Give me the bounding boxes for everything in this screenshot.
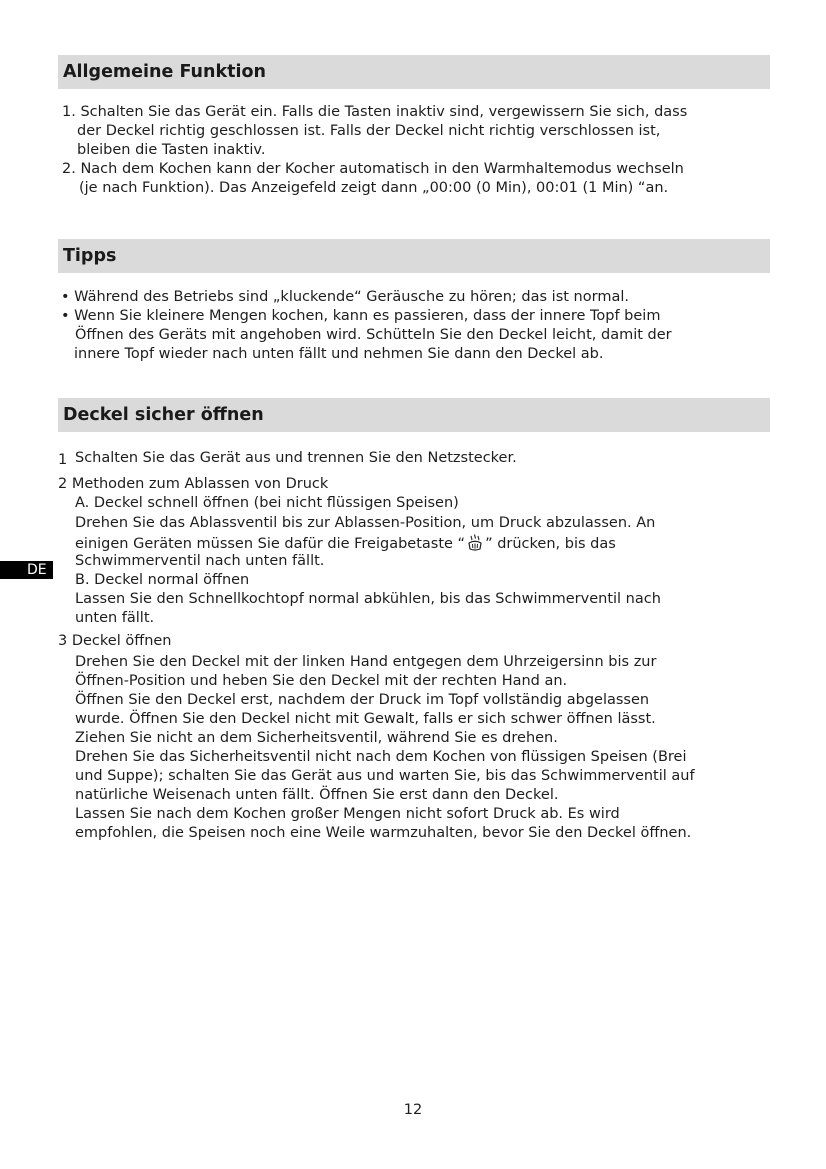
- lid-line-9: unten fällt.: [75, 610, 155, 626]
- lid-block3-line-4: wurde. Öffnen Sie den Deckel nicht mit Gewalt, falls er sich schwer öffnen lässt.: [75, 711, 656, 727]
- lid-block3-line-9: Lassen Sie nach dem Kochen großer Mengen nicht sofort Druck ab. Es wird: [75, 806, 620, 822]
- lid-line-1: Schalten Sie das Gerät aus und trennen Sie den Netzstecker.: [75, 450, 517, 466]
- lid-line-8: Lassen Sie den Schnellkochtopf normal abkühlen, bis das Schwimmerventil nach: [75, 591, 661, 607]
- lid-line-10: 3 Deckel öffnen: [58, 633, 172, 649]
- steam-release-icon: [465, 533, 485, 552]
- tips-line-2: • Wenn Sie kleinere Mengen kochen, kann es passieren, dass der innere Topf beim: [61, 308, 661, 324]
- step-number-1: 1: [58, 452, 68, 468]
- tips-line-3: Öffnen des Geräts mit angehoben wird. Schütteln Sie den Deckel leicht, damit der: [75, 327, 672, 343]
- general-line-5: (je nach Funktion). Das Anzeigefeld zeigt dann „00:00 (0 Min), 00:01 (1 Min) “an.: [79, 180, 669, 196]
- lid-line-2: 2 Methoden zum Ablassen von Druck: [58, 476, 329, 492]
- general-line-4: 2. Nach dem Kochen kann der Kocher automatisch in den Warmhaltemodus wechseln: [62, 161, 684, 177]
- lid-line-5: [75, 533, 616, 554]
- section-heading-lid: Deckel sicher öffnen: [58, 398, 770, 432]
- tips-line-4: innere Topf wieder nach unten fällt und nehmen Sie dann den Deckel ab.: [74, 346, 604, 362]
- general-line-3: bleiben die Tasten inaktiv.: [77, 142, 266, 158]
- lid-line-5-before: einigen Geräten müssen Sie dafür die Freigabetaste “: [75, 536, 466, 552]
- lid-block3-line-6: Drehen Sie das Sicherheitsventil nicht nach dem Kochen von flüssigen Speisen (Brei: [75, 749, 687, 765]
- lid-line-6: Schwimmerventil nach unten fällt.: [75, 553, 325, 569]
- section-heading-general: Allgemeine Funktion: [58, 55, 770, 89]
- section-heading-tips: Tipps: [58, 239, 770, 273]
- page-number: 12: [403, 1102, 423, 1118]
- language-tab: DE: [0, 561, 53, 579]
- lid-block3-line-3: Öffnen Sie den Deckel erst, nachdem der Druck im Topf vollständig abgelassen: [75, 692, 650, 708]
- lid-block3-line-1: Drehen Sie den Deckel mit der linken Hand entgegen dem Uhrzeigersinn bis zur: [75, 654, 657, 670]
- general-line-2: der Deckel richtig geschlossen ist. Falls der Deckel nicht richtig verschlossen ist,: [77, 123, 661, 139]
- general-line-1: 1. Schalten Sie das Gerät ein. Falls die Tasten inaktiv sind, vergewissern Sie sich, dass: [62, 104, 688, 120]
- lid-block3-line-10: empfohlen, die Speisen noch eine Weile warmzuhalten, bevor Sie den Deckel öffnen.: [75, 825, 692, 841]
- lid-block3-line-2: Öffnen-Position und heben Sie den Deckel mit der rechten Hand an.: [75, 673, 568, 689]
- lid-line-7: B. Deckel normal öffnen: [75, 572, 250, 588]
- lid-line-3: A. Deckel schnell öffnen (bei nicht flüssigen Speisen): [75, 495, 459, 511]
- tips-line-1: • Während des Betriebs sind „kluckende“ Geräusche zu hören; das ist normal.: [61, 289, 629, 305]
- lid-block3-line-8: natürliche Weisenach unten fällt. Öffnen Sie erst dann den Deckel.: [75, 787, 559, 803]
- lid-line-4: Drehen Sie das Ablassventil bis zur Ablassen-Position, um Druck abzulassen. An: [75, 515, 656, 531]
- lid-line-5-after: ” drücken, bis das: [485, 536, 616, 552]
- lid-block3-line-5: Ziehen Sie nicht an dem Sicherheitsventil, während Sie es drehen.: [75, 730, 558, 746]
- lid-block3-line-7: und Suppe); schalten Sie das Gerät aus und warten Sie, bis das Schwimmerventil auf: [75, 768, 695, 784]
